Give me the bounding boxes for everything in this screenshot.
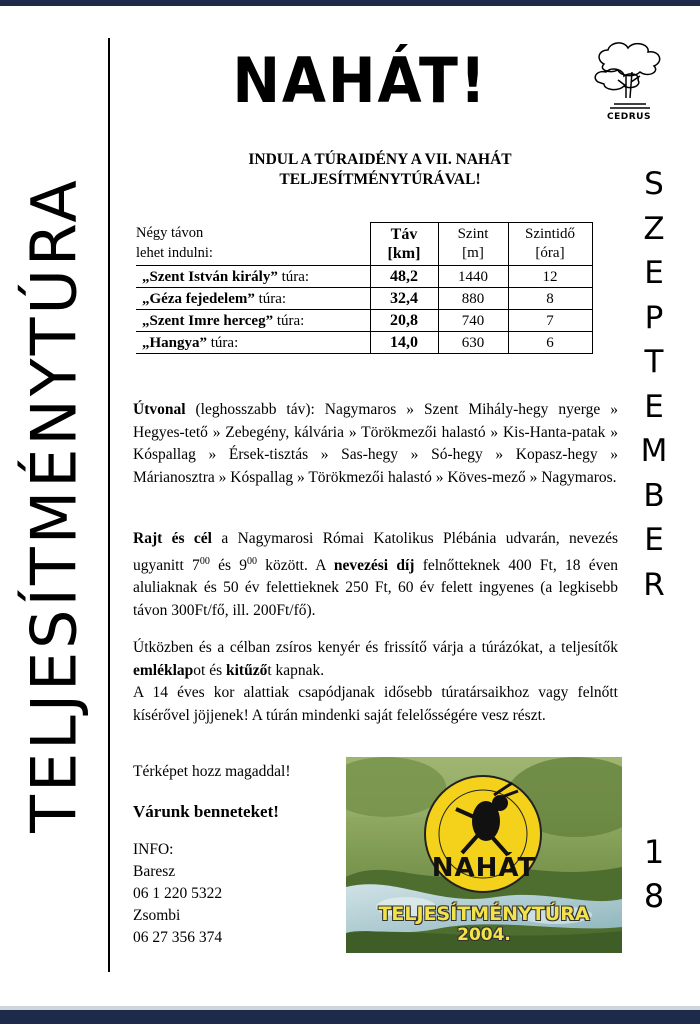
headline: NAHÁT!	[232, 44, 488, 117]
month-vertical	[632, 162, 676, 607]
header-tav-line-2: [km]	[387, 245, 421, 262]
day-digit: 8	[643, 877, 665, 915]
route-distance: 20,8	[370, 310, 438, 332]
start-text: és 9	[209, 556, 247, 574]
day-vertical	[632, 830, 676, 918]
subheadline	[160, 150, 600, 190]
food-text: ot és	[193, 661, 226, 679]
month-letter: E	[644, 388, 664, 425]
age-rule-text: A 14 éves kor alattiak csapódjanak idősebb túratársaikhoz vagy felnőtt kísérővel jöjjenek! A túrán mindenki saját felelősségére vesz részt.	[133, 684, 618, 724]
route-text: (leghosszabb táv): Nagymaros » Szent Mihály-hegy nyerge » Hegyes-tető » Zebegény, kálvária » Törökmezői halastó » Kis-Hanta-patak » Kóspallag » Érsek-tisztás » Sas-hegy » Só-hegy » Kopasz-hegy » Márianosztra » Kóspallag » Törökmezői halastó » Köves-mező » Nagymaros.	[133, 401, 618, 486]
certificate-label: emléklap	[133, 661, 194, 679]
route-elevation: 630	[438, 332, 508, 354]
route-name	[136, 332, 370, 354]
fee-label: nevezési díj	[333, 556, 415, 574]
contact-name: Baresz	[133, 863, 176, 880]
table-intro	[136, 223, 370, 266]
food-text: t kapnak.	[267, 661, 325, 679]
route-name-suffix: túra:	[207, 334, 239, 351]
route-name-suffix: túra:	[273, 312, 305, 329]
route-distance: 48,2	[370, 266, 438, 288]
route-name-bold: „Szent István király”	[142, 268, 278, 285]
route-name-suffix: túra:	[254, 290, 287, 307]
badge-word: NAHÁT	[431, 853, 537, 883]
route-elevation: 1440	[438, 266, 508, 288]
end-time-minutes: 00	[246, 555, 257, 567]
bottom-frame-bar	[0, 1010, 700, 1024]
routes-table	[136, 222, 593, 354]
table-header-row	[136, 223, 592, 266]
contact-phone: 06 1 220 5322	[133, 885, 223, 902]
header-szint	[438, 223, 508, 266]
route-elevation: 740	[438, 310, 508, 332]
day-digit: 1	[643, 833, 665, 871]
route-name	[136, 288, 370, 310]
route-name-bold: „Géza fejedelem”	[142, 290, 255, 307]
start-label: Rajt és cél	[133, 530, 212, 547]
event-photo	[346, 757, 622, 953]
route-name	[136, 310, 370, 332]
route-label: Útvonal	[133, 401, 186, 418]
month-letter: B	[643, 477, 665, 514]
subheadline-line-2: TELJESÍTMÉNYTÚRÁVAL!	[279, 171, 481, 188]
welcome-text: Várunk benneteket!	[133, 802, 279, 821]
table-intro-line-1: Négy távon	[136, 224, 204, 241]
top-frame-bar	[0, 0, 700, 6]
table-row	[136, 332, 592, 354]
route-paragraph	[133, 399, 618, 489]
month-letter: S	[644, 166, 664, 202]
route-distance: 32,4	[370, 288, 438, 310]
contact-phone: 06 27 356 374	[133, 929, 223, 946]
route-distance: 14,0	[370, 332, 438, 354]
table-row	[136, 310, 592, 332]
contact-name: Zsombi	[133, 907, 181, 924]
table-row	[136, 288, 592, 310]
month-letter: E	[644, 255, 664, 291]
month-letter: M	[640, 433, 668, 469]
route-time-limit: 12	[508, 266, 592, 288]
month-letter: Z	[643, 210, 665, 247]
tree-icon	[590, 38, 668, 112]
start-text: a Nagymarosi Római Katolikus Plébánia udvarán, nevezés ugyanitt 7	[133, 530, 618, 574]
header-szintido-line-1: Szintidő	[524, 226, 575, 242]
month-letter: R	[643, 566, 665, 603]
route-time-limit: 7	[508, 310, 592, 332]
logo-text: CEDRUS	[607, 112, 651, 122]
vertical-title: TELJESÍTMÉNYTÚRA	[17, 177, 91, 833]
header-szintido	[508, 223, 592, 266]
route-name	[136, 266, 370, 288]
month-letter: T	[644, 344, 664, 380]
table-intro-line-2: lehet indulni:	[136, 244, 213, 261]
fee-text: felnőtteknek 400 Ft, 18 éven aluliaknak és 50 év felettieknek 250 Ft, 60 év felett ingyenes (a legkisebb távon 300Ft/fő, ill. 200Ft/fő).	[133, 556, 618, 619]
header-tav-line-1: Táv	[390, 226, 418, 243]
vertical-title-area	[0, 40, 108, 970]
start-time-minutes: 00	[199, 555, 210, 567]
bring-map-text: Térképet hozz magaddal!	[133, 763, 291, 780]
badge-label: kitűző	[226, 661, 268, 679]
food-text: Útközben és a célban zsíros kenyér és frissítő várja a túrázókat, a teljesítők	[133, 639, 618, 656]
header-tav	[370, 223, 438, 266]
route-name-bold: „Hangya”	[142, 334, 208, 351]
info-label: INFO:	[133, 841, 174, 858]
subheadline-line-1: INDUL A TÚRAIDÉNY A VII. NAHÁT	[248, 151, 512, 168]
food-paragraph	[133, 637, 618, 727]
header-szint-line-2: [m]	[462, 245, 484, 261]
info-block	[133, 839, 222, 949]
vertical-divider	[108, 38, 110, 972]
start-paragraph	[133, 528, 618, 622]
cedrus-logo	[590, 38, 668, 130]
header-szintido-line-2: [óra]	[535, 245, 565, 261]
header-szint-line-1: Szint	[457, 226, 489, 242]
route-name-bold: „Szent Imre herceg”	[142, 312, 274, 329]
route-name-suffix: túra:	[277, 268, 310, 285]
photo-caption: TELJESÍTMÉNYTÚRA	[378, 903, 590, 925]
route-time-limit: 6	[508, 332, 592, 354]
route-elevation: 880	[438, 288, 508, 310]
route-time-limit: 8	[508, 288, 592, 310]
photo-year: 2004.	[457, 925, 511, 945]
month-letter: E	[644, 522, 664, 558]
month-letter: P	[644, 299, 664, 336]
table-row	[136, 266, 592, 288]
start-text: között. A	[256, 556, 334, 574]
